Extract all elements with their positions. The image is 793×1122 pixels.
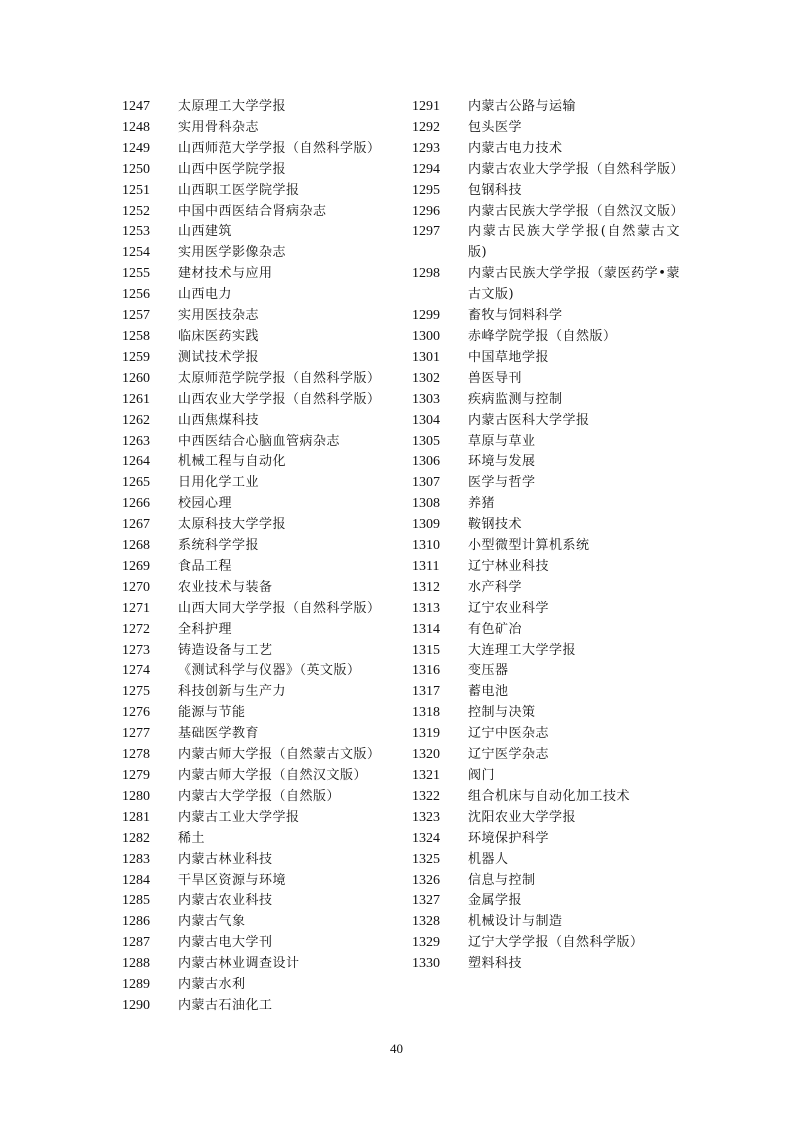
list-item (412, 599, 680, 620)
entry-number: 1301 (412, 349, 440, 365)
journal-title: 内蒙古气象 (178, 914, 246, 930)
entry-number: 1300 (412, 328, 440, 344)
journal-title: 包头医学 (468, 119, 523, 135)
entry-number: 1297 (412, 224, 440, 240)
list-item (122, 160, 392, 181)
list-item (412, 829, 680, 850)
list-item (122, 327, 392, 348)
entry-number: 1306 (412, 454, 440, 470)
list-item (122, 933, 392, 954)
journal-title: 内蒙古林业调查设计 (178, 956, 300, 972)
list-item (412, 724, 680, 745)
entry-number: 1321 (412, 768, 440, 783)
journal-title: 沈阳农业大学学报 (468, 809, 577, 825)
journal-title: 辽宁农业科学 (468, 600, 550, 616)
entry-number: 1316 (412, 663, 440, 679)
entry-number: 1310 (412, 538, 440, 554)
list-item (122, 620, 392, 641)
list-item (412, 557, 680, 578)
list-item (122, 536, 392, 557)
list-item (412, 411, 680, 432)
journal-title: 临床医药实践 (178, 328, 260, 344)
journal-title: 赤峰学院学报（自然版） (468, 328, 617, 344)
journal-title: 太原理工大学学报 (178, 99, 287, 114)
list-item (122, 808, 392, 829)
journal-title: 铸造设备与工艺 (178, 642, 273, 658)
journal-title: 内蒙古医科大学学报 (468, 412, 590, 428)
list-item (122, 766, 392, 787)
list-item (412, 661, 680, 682)
entry-number: 1324 (412, 830, 440, 846)
list-item (122, 306, 392, 327)
list-item (412, 620, 680, 641)
entry-number: 1313 (412, 600, 440, 616)
journal-title: 内蒙古工业大学学报 (178, 809, 300, 825)
entry-number: 1295 (412, 182, 440, 198)
list-item (122, 641, 392, 662)
list-item (122, 954, 392, 975)
journal-title: 大连理工大学学报 (468, 642, 577, 658)
journal-title: 中西医结合心脑血管病杂志 (178, 433, 341, 449)
journal-title: 疾病监测与控制 (468, 391, 563, 407)
entry-number: 1247 (122, 99, 150, 114)
list-item (122, 348, 392, 369)
journal-title: 山西师范大学学报（自然科学版） (178, 140, 381, 156)
list-item (412, 871, 680, 892)
entry-number: 1328 (412, 914, 440, 930)
journal-title: 辽宁大学学报（自然科学版） (468, 935, 644, 951)
entry-number: 1291 (412, 99, 440, 114)
entry-number: 1322 (412, 788, 440, 804)
list-item (122, 996, 392, 1017)
entry-number: 1283 (122, 851, 150, 867)
journal-title: 环境与发展 (468, 454, 536, 470)
entry-number: 1287 (122, 935, 150, 951)
journal-title: 内蒙古石油化工 (178, 997, 273, 1013)
journal-title: 内蒙古农业大学学报（自然科学版） (468, 161, 685, 177)
entry-number: 1263 (122, 433, 150, 449)
list-item (412, 202, 685, 223)
list-item (412, 118, 680, 139)
journal-title: 内蒙古民族大学学报（自然汉文版） (468, 203, 685, 219)
journal-title: 养猪 (468, 496, 496, 512)
entry-number: 1292 (412, 119, 440, 135)
list-item (412, 787, 680, 808)
journal-title: 辽宁医学杂志 (468, 747, 550, 763)
entry-number: 1271 (122, 600, 150, 616)
journal-title: 山西建筑 (178, 224, 233, 240)
list-item (122, 202, 392, 223)
entry-number: 1259 (122, 349, 150, 365)
list-item (412, 139, 680, 160)
journal-title: 基础医学教育 (178, 726, 260, 742)
list-item (122, 369, 392, 390)
journal-title: 内蒙古电大学刊 (178, 935, 273, 951)
entry-number: 1315 (412, 642, 440, 658)
journal-title: 实用医学影像杂志 (178, 245, 287, 261)
entry-number: 1277 (122, 726, 150, 742)
journal-title: 日用化学工业 (178, 475, 260, 491)
list-item (412, 97, 680, 118)
entry-number: 1312 (412, 579, 440, 595)
entry-number: 1320 (412, 747, 440, 763)
entry-number: 1258 (122, 328, 150, 344)
journal-title: 蓄电池 (468, 684, 509, 700)
entry-number: 1319 (412, 726, 440, 742)
journal-title: 内蒙古水利 (178, 977, 246, 993)
list-item (122, 452, 392, 473)
list-item (122, 703, 392, 724)
list-item (412, 452, 680, 473)
entry-number: 1265 (122, 475, 150, 491)
entry-number: 1303 (412, 391, 440, 407)
entry-number: 1269 (122, 558, 150, 574)
entry-number: 1257 (122, 308, 150, 324)
journal-title: 科技创新与生产力 (178, 684, 287, 700)
list-item (122, 473, 392, 494)
entry-number: 1249 (122, 140, 150, 156)
entry-number: 1279 (122, 768, 150, 783)
entry-number: 1309 (412, 517, 440, 533)
journal-title: 校园心理 (178, 496, 233, 512)
journal-title: 内蒙古民族大学学报(自然蒙古文版) (468, 224, 680, 261)
journal-title: 有色矿冶 (468, 621, 523, 637)
entry-number: 1248 (122, 119, 150, 135)
journal-title: 变压器 (468, 663, 509, 679)
entry-number: 1253 (122, 224, 150, 240)
entry-number: 1325 (412, 851, 440, 867)
page-number: 40 (390, 1041, 403, 1056)
entry-number: 1307 (412, 475, 440, 491)
entry-number: 1255 (122, 266, 150, 282)
list-item (412, 933, 680, 954)
list-item (412, 641, 680, 662)
list-item (412, 306, 680, 327)
journal-title: 山西中医学院学报 (178, 161, 287, 177)
list-item (122, 724, 392, 745)
journal-title: 鞍钢技术 (468, 517, 523, 533)
journal-title: 内蒙古大学学报（自然版） (178, 788, 341, 804)
list-item (122, 264, 392, 285)
entry-number: 1329 (412, 935, 440, 951)
entry-number: 1267 (122, 517, 150, 533)
entry-number: 1299 (412, 308, 440, 324)
list-item (412, 954, 680, 975)
list-item (412, 850, 680, 871)
journal-title: 内蒙古公路与运输 (468, 99, 577, 114)
journal-title: 中国草地学报 (468, 349, 550, 365)
list-item (412, 912, 680, 933)
entry-number: 1270 (122, 579, 150, 595)
journal-title: 山西职工医学院学报 (178, 182, 300, 198)
list-item (412, 473, 680, 494)
journal-title: 机械设计与制造 (468, 914, 563, 930)
entry-number: 1251 (122, 182, 150, 198)
journal-title: 内蒙古民族大学学报（蒙医药学•蒙古文版) (468, 266, 680, 303)
entry-number: 1268 (122, 538, 150, 554)
journal-title: 太原科技大学学报 (178, 517, 287, 533)
list-item (122, 515, 392, 536)
entry-number: 1296 (412, 203, 440, 219)
list-item (122, 787, 392, 808)
list-item (412, 181, 680, 202)
list-item (122, 557, 392, 578)
entry-number: 1250 (122, 161, 150, 177)
list-item (412, 369, 680, 390)
journal-title: 太原师范学院学报（自然科学版） (178, 370, 381, 386)
list-item (122, 494, 392, 515)
journal-title: 测试技术学报 (178, 349, 260, 365)
list-item (122, 118, 392, 139)
entry-number: 1311 (412, 558, 440, 574)
journal-title: 内蒙古师大学报（自然蒙古文版） (178, 747, 381, 763)
entry-number: 1288 (122, 956, 150, 972)
list-item (412, 264, 680, 306)
entry-number: 1256 (122, 287, 150, 303)
journal-title: 山西电力 (178, 287, 233, 303)
entry-number: 1282 (122, 830, 150, 846)
entry-number: 1262 (122, 412, 150, 428)
entry-number: 1285 (122, 893, 150, 909)
entry-number: 1293 (412, 140, 440, 156)
journal-list-left (122, 97, 392, 1017)
journal-title: 阀门 (468, 768, 496, 783)
list-item (412, 327, 680, 348)
entry-number: 1294 (412, 161, 440, 177)
journal-title: 山西大同大学学报（自然科学版） (178, 600, 381, 616)
entry-number: 1278 (122, 747, 150, 763)
list-item (122, 390, 392, 411)
list-item (412, 536, 680, 557)
list-item (122, 139, 392, 160)
journal-title: 组合机床与自动化加工技术 (468, 788, 631, 804)
list-item (412, 515, 680, 536)
list-item (412, 390, 680, 411)
journal-title: 辽宁中医杂志 (468, 726, 550, 742)
journal-title: 全科护理 (178, 621, 233, 637)
journal-title: 信息与控制 (468, 872, 536, 888)
entry-number: 1290 (122, 997, 150, 1013)
list-item (412, 808, 680, 829)
entry-number: 1289 (122, 977, 150, 993)
list-item (122, 829, 392, 850)
journal-title: 内蒙古林业科技 (178, 851, 273, 867)
list-item (412, 745, 680, 766)
list-item (122, 181, 392, 202)
journal-title: 草原与草业 (468, 433, 536, 449)
entry-number: 1254 (122, 245, 150, 261)
list-item (122, 411, 392, 432)
entry-number: 1264 (122, 454, 150, 470)
entry-number: 1286 (122, 914, 150, 930)
list-item (412, 578, 680, 599)
list-item (122, 285, 392, 306)
list-item (122, 850, 392, 871)
entry-number: 1276 (122, 705, 150, 721)
journal-title: 包钢科技 (468, 182, 523, 198)
journal-title: 能源与节能 (178, 705, 246, 721)
entry-number: 1298 (412, 266, 440, 282)
list-item (122, 682, 392, 703)
entry-number: 1327 (412, 893, 440, 909)
journal-title: 环境保护科学 (468, 830, 550, 846)
journal-title: 内蒙古农业科技 (178, 893, 273, 909)
entry-number: 1323 (412, 809, 440, 825)
entry-number: 1252 (122, 203, 150, 219)
list-item (412, 222, 680, 264)
list-item (412, 494, 680, 515)
journal-title: 干旱区资源与环境 (178, 872, 287, 888)
entry-number: 1330 (412, 956, 440, 972)
list-item (122, 222, 392, 243)
journal-title: 实用骨科杂志 (178, 119, 260, 135)
entry-number: 1272 (122, 621, 150, 637)
list-item (412, 682, 680, 703)
list-item (122, 891, 392, 912)
list-item (412, 891, 680, 912)
journal-title: 系统科学学报 (178, 538, 260, 554)
entry-number: 1302 (412, 370, 440, 386)
entry-number: 1314 (412, 621, 440, 637)
entry-number: 1266 (122, 496, 150, 512)
journal-title: 山西焦煤科技 (178, 412, 260, 428)
list-item (412, 703, 680, 724)
journal-title: 辽宁林业科技 (468, 558, 550, 574)
journal-title: 金属学报 (468, 893, 523, 909)
list-item (122, 432, 392, 453)
list-item (122, 912, 392, 933)
list-item (122, 97, 392, 118)
entry-number: 1260 (122, 370, 150, 386)
list-item (122, 599, 392, 620)
list-item (122, 871, 392, 892)
journal-title: 食品工程 (178, 558, 233, 574)
list-item (412, 432, 680, 453)
entry-number: 1304 (412, 412, 440, 428)
entry-number: 1318 (412, 705, 440, 721)
entry-number: 1305 (412, 433, 440, 449)
list-item (122, 243, 392, 264)
journal-title: 塑料科技 (468, 956, 523, 972)
journal-title: 机械工程与自动化 (178, 454, 287, 470)
list-item (412, 348, 680, 369)
list-item (412, 766, 680, 787)
list-item (122, 578, 392, 599)
journal-title: 内蒙古师大学报（自然汉文版） (178, 768, 368, 783)
journal-title: 实用医技杂志 (178, 308, 260, 324)
journal-title: 小型微型计算机系统 (468, 538, 590, 554)
journal-title: 稀土 (178, 830, 206, 846)
journal-title: 建材技术与应用 (178, 266, 273, 282)
entry-number: 1308 (412, 496, 440, 512)
entry-number: 1280 (122, 788, 150, 804)
list-item (122, 975, 392, 996)
journal-title: 《测试科学与仪器》（英文版） (178, 663, 361, 679)
journal-title: 控制与决策 (468, 705, 536, 721)
entry-number: 1326 (412, 872, 440, 888)
entry-number: 1273 (122, 642, 150, 658)
journal-title: 兽医导刊 (468, 370, 523, 386)
journal-list-right (412, 97, 685, 975)
journal-title: 中国中西医结合肾病杂志 (178, 203, 327, 219)
list-item (412, 160, 685, 181)
journal-title: 内蒙古电力技术 (468, 140, 563, 156)
entry-number: 1317 (412, 684, 440, 700)
journal-title: 农业技术与装备 (178, 579, 273, 595)
entry-number: 1275 (122, 684, 150, 700)
journal-title: 机器人 (468, 851, 509, 867)
entry-number: 1281 (122, 809, 150, 825)
entry-number: 1284 (122, 872, 150, 888)
journal-title: 医学与哲学 (468, 475, 536, 491)
journal-title: 畜牧与饲料科学 (468, 308, 563, 324)
journal-title: 山西农业大学学报（自然科学版） (178, 391, 381, 407)
journal-title: 水产科学 (468, 579, 523, 595)
list-item (122, 745, 392, 766)
entry-number: 1274 (122, 663, 150, 679)
entry-number: 1261 (122, 391, 150, 407)
list-item (122, 661, 392, 682)
